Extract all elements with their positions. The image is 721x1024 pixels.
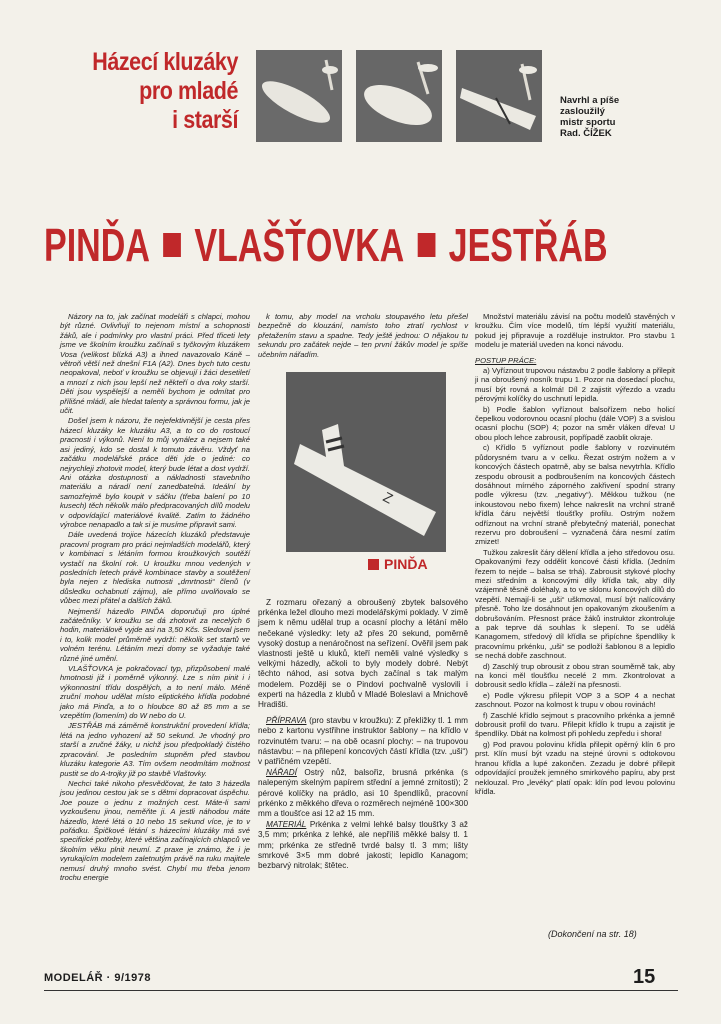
part-text: Prkénka z velmi lehké balsy tloušťky 3 až 3,5 mm; prkénka z lehké, ale nepříliš měkké balsy tl. 1 mm; prkénka ze středně tvrdé balsy tl. 3 mm; lišty smrkové 3×5 mm dobré jakosti; lepidlo Kanagom; bezbarvý nitrolak; štětec. bbox=[258, 820, 468, 871]
step: e) Podle výkresu přilepit VOP 3 a SOP 4 a nechat zaschnout. Pozor na kolmost k trupu v obou rovinách! bbox=[475, 690, 675, 710]
step: d) Zaschlý trup obrousit z obou stran souměrně tak, aby na konci měl tloušťku necelé 2 mm. Zkontrolovat a dobrousit sedlo křídla – záleží na přesnosti. bbox=[475, 661, 675, 690]
paragraph bbox=[258, 820, 468, 871]
paragraph: JESTŘÁB má záměrně konstrukční provedení křídla; létá na jedno vyhození až 50 sekund. Je vhodný pro starší a zručné žáky, u nichž jsou předpokladý čistého zpracování. Je posledním stupněm před stavbou kluzáku kategorie A3. Tím ovšem neodmítám možnost pustit se do A-trojky již po stavbě Vlaštovky. bbox=[60, 721, 250, 778]
column-2-top bbox=[258, 312, 468, 360]
paragraph bbox=[258, 716, 468, 767]
part-text: (pro stavbu v kroužku): Z překližky tl. 1 mm nebo z kartonu vystřihne instruktor šablony – na křídlo v rozvinutém tvaru: – na obě ocasní plochy: – na trupovou nástavbu: – na přilepení koncových částí křídla (tzv. „uši“) v patřičném vzepětí. bbox=[258, 716, 468, 767]
author-credit bbox=[560, 95, 670, 139]
step: Tužkou zakreslit čáry dělení křídla a jeho středovou osu. Opakovanými řezy oddělit koncové části křídla. (Jedním řezem to nejde – balsa se trhá). Zabrousit stykové plochy mezi středním a koncovými díly křídla tak, aby díly vzájemně těsně doléhaly, a to ve sklonu koncových dílů do vzepětí. Nemají-li se „uši“ uškmoval, musí být nalícovány přesně. Toho lze dosáhnout jen opakovaným zkoušením a dobrušováním. Přesnost práce žáků instruktor zkontroluje a pak teprve dá souhlas k slepení. To se udělá Kanagomem, středový díl křídla se připíchne špendlíky k pracovnímu prkénku, „uši“ se podloží šablonou 8 a lepidlo se nechá dobře zaschnout. bbox=[475, 547, 675, 661]
footer-rule bbox=[44, 990, 678, 991]
part-label: MATERIÁL bbox=[266, 820, 307, 830]
kicker-line: Házecí kluzáky bbox=[92, 48, 238, 76]
step: b) Podle šablon vyříznout balsořízem nebo holicí čepelkou vodorovnou ocasní plochu (dále VOP) 3 a svislou ocasní plochu (SOP) 4; pozor na směr vláken dřeva! U obou ploch lehce zabrousit, popřípadě zaoblit okraje. bbox=[475, 404, 675, 442]
author-line: Navrhl a píše bbox=[560, 95, 620, 106]
paragraph: Nejmenší házedlo PINĎA doporučuji pro úplné začátečníky. V kroužku se dá zhotovit za necelých 6 hodin, materiálově vyjde asi na 3,50 Kčs. Sledoval jsem i to, kolik model průměrně vydrží: několik set startů ve volném terénu. Létáním mezi domy se vyžaduje také různé jiné umění. bbox=[60, 606, 250, 663]
column-3 bbox=[475, 312, 675, 797]
glider-photo-2 bbox=[356, 50, 442, 142]
square-bullet-icon bbox=[418, 233, 436, 257]
headline-word: JESTŘÁB bbox=[448, 219, 608, 271]
step: c) Křídlo 5 vyříznout podle šablony v rozvinutém půdorysném tvaru a v celku. Řezat ostrým nožem a v koncových částech opatrně, aby se balsa nevytrhla. Křídlo zespodu obrousit a podbroušením na koncových částech dosáhnout mírného záporného zakřivení spodní strany podle výkresu (tzv. „negativy“). Měkkou tužkou (ne inkoustovou nebo fixem) lehce nakreslit na vrchní straně křídla čáru největší tloušťky profilu. Ostrým nožem odříznout na vrchní straně přebytečný materiál, ponechat rezervu pro dobroušení – vyznačená čára nesmí zatím zmizet! bbox=[475, 443, 675, 547]
paragraph: VLAŠŤOVKA je pokračovací typ, přizpůsobení malé hmotnosti již i poměrně výkonný. Lze s ním pinit i i výkonnostní třídu dospělých, a to není málo. Méně zruční mohou udělat místo eliptického křídla podobné jako má Pinďa, a to o hloubce 80 až 85 mm a se vzepětím (lomením) do W nebo do U. bbox=[60, 664, 250, 721]
paragraph: Z rozmaru ořezaný a obroušený zbytek balsového prkénka ležel dlouho mezi modelářskými poklady. V zimě jsem k němu udělal trup a ocasní plochy a létání mělo nečekané výsledky: lety až přes 20 sekund, poměrně vysoký dostup a nenáročnost na seřízení. Ověřil jsem pak vlastnosti ještě u kluků, kteří neměli valné výsledky s velkými házedly, ačkoli to byly modely dobré. Nebýt těchto náhod, asi sotva bych začínal s tak malým modelem. Později se o Pindovi pochvalně vyslovili i experti na házedla z klubů v Mladé Boleslavi a Mnichově Hradišti. bbox=[258, 598, 468, 710]
paragraph: Názory na to, jak začínat modeláři s chlapci, mohou být různé. Ovlivňují to nejenom místní a schopnosti žáků, ale i podmínky pro vlastní práci. Před třiceti lety jsme ve školním kroužku začínali s tyčkovým kluzákem Vosa (velikost blízká A3) a ihned navazovalo Káně – větroň větší než dnešní F1A (A2). Dnes bych tuto cestu neopakoval, neboť v kroužku se objevují i žáci desetiletí a mnozí z nich jsou lepší než někteří o dva roky starší. Děti jsou vyspělejší a neměli bychom je odmítat pro přílišné mládí, ale hledat talenty a správnou formu, jak je učit. bbox=[60, 312, 250, 416]
glider-image bbox=[256, 50, 342, 142]
pinda-photo bbox=[286, 372, 446, 552]
kicker-title bbox=[75, 48, 238, 135]
paragraph: Nechci také nikoho přesvědčovat, že tato 3 házedla jsou jedinou cestou jak se s dětmi dopracovat úspěchu. Joe pouze o jednu z možných cest. Máte-li sami vyzkoušenu jinou, neměňte ji. A jestli náhodou máte házedlo, které létá o 10 nebo 15 sekund více, je to v pořádku. Špičkové létání s házecími kluzáky má své specifické potřeby, které většina začínajících chlapců ve školním věku plnit neumí. Z praxe je známo, že i je vyrukajícím modelem zaletnutým právě na ruku majitele nemusí druhý mnoho svést. Chybí mu třeba jenom trochu energie bbox=[60, 778, 250, 882]
author-line: mistr sportu bbox=[560, 117, 616, 128]
continued-note: (Dokončení na str. 18) bbox=[548, 929, 637, 939]
section-heading: POSTUP PRÁCE: bbox=[475, 355, 537, 365]
part-text: Ostrý nůž, balsořiz, brusná prkénka (s nalepeným skelným papírem střední a jemné zrnitosti); 2 pérové kolíčky na prádlo, asi 10 špendlíků, pracovní prkénko z měkkého dřeva o rozměrech nejméně 100×300 mm a tloušťce asi 12 až 15 mm. bbox=[258, 768, 468, 819]
part-label: NÁŘADÍ bbox=[266, 768, 297, 778]
author-line: Rad. ČÍŽEK bbox=[560, 128, 612, 139]
glider-photo-3 bbox=[456, 50, 542, 142]
part-label: PŘÍPRAVA bbox=[266, 716, 307, 726]
glider-photo-1 bbox=[256, 50, 342, 142]
footer-issue: MODELÁŘ · 9/1978 bbox=[44, 972, 152, 984]
paragraph: Došel jsem k názoru, že nejefektivnější je cesta přes házecí kluzáky ke kluzáku A3, a to co do rostoucí pracnosti i výkonů. Není to můj vynález a nejsem také asi jediný, kdo se dostal k tomuto závěru. Vždyť na začátku modelářské práce děti jde o jediné: co nejrychleji zhotovit model, který bude létat a dost vydrží. Ani otázka dostupnosti a nákladnosti stavebního materiálu a náradí není zanedbatelná. Ideální by samozřejmě bylo koupit v sáčku (třeba balení po 10 kusech) těch několik málo předpracovaných dílů modelu v odpovídající materiálové kvalitě. Zatím to žádného výrobce nenapadlo a tak si je musíme připravit sami. bbox=[60, 416, 250, 529]
paragraph bbox=[258, 768, 468, 819]
column-2 bbox=[258, 598, 468, 872]
main-headline bbox=[44, 219, 608, 271]
square-bullet-icon bbox=[368, 559, 379, 570]
column-1 bbox=[60, 312, 250, 883]
headline-word: PINĎA bbox=[44, 219, 150, 271]
step: a) Vyříznout trupovou nástavbu 2 podle šablony a přilepit ji na obroušený nosník trupu 1. Pozor na dosedací plochu, musí být rovná a kolmá! Díl 2 zajistit výřezdo a vzadu pérovými kolíčky do uschnutí lepidla. bbox=[475, 366, 675, 404]
square-bullet-icon bbox=[163, 233, 181, 257]
section-tag bbox=[368, 556, 428, 572]
svg-text:Z: Z bbox=[380, 488, 396, 507]
page-number: 15 bbox=[633, 966, 656, 988]
glider-image bbox=[286, 372, 446, 552]
glider-image bbox=[356, 50, 442, 142]
kicker-line: pro mladé bbox=[139, 77, 238, 105]
author-line: zasloužilý bbox=[560, 106, 605, 117]
step: f) Zaschlé křídlo sejmout s pracovního prkénka a jemně dobrousit profil do tvaru. Přilepit křídlo k trupu a zajistit je špendlíky. Dbát na kolmost při pohledu zepředu i shora! bbox=[475, 710, 675, 739]
headline-word: VLAŠŤOVKA bbox=[194, 219, 405, 271]
paragraph: Množství materiálu závisí na počtu modelů stavěných v kroužku. Čím více modelů, tím lépší využití materiálu, pokud jej připravuje a rozděluje instruktor. Pro stavbu 1 modelu je materiál uveden na konci návodu. bbox=[475, 312, 675, 350]
glider-image bbox=[456, 50, 542, 142]
section-tag-label: PINĎA bbox=[384, 556, 428, 572]
kicker-line: i starší bbox=[172, 106, 238, 134]
paragraph: Dále uvedená trojice házecích kluzáků představuje pracovní program pro práci nejmladších modelářů, který v kombinaci s létáním formou kroužkových soutěží vystačí na školní rok. U kroužku mnou vedených v posledních letech právě kombinace stavby a soutěžení byla nejen z hlediska nutnosti „dmrtnosti“ členů (v důsledku ochabnutí zájmu), ale přímo uvolňovalo se vůbec mezi přátel a dalších žáků. bbox=[60, 530, 250, 606]
paragraph: k tomu, aby model na vrcholu stoupavého letu přešel bezpečně do klouzání, namísto toho ztratí rychlost v přetažením stavu a spadne. Tedy ještě jednou: O nějakou tu sekundu pro začátek nejde – ten první žákův model je spíše učebním nářadím. bbox=[258, 312, 468, 359]
step: g) Pod pravou polovinu křídla přilepit opěrný klín 6 pro prst. Klín musí být vzadu na stejné úrovni s odtokovou hranou křídla a lupé zakončen. Zezadu je dobré přilepit odpovídající proužek jemného smirkového papíru, aby prst neklouzal. Pro „levéky“ platí opak: klín pod levou polovinu křídla. bbox=[475, 739, 675, 796]
